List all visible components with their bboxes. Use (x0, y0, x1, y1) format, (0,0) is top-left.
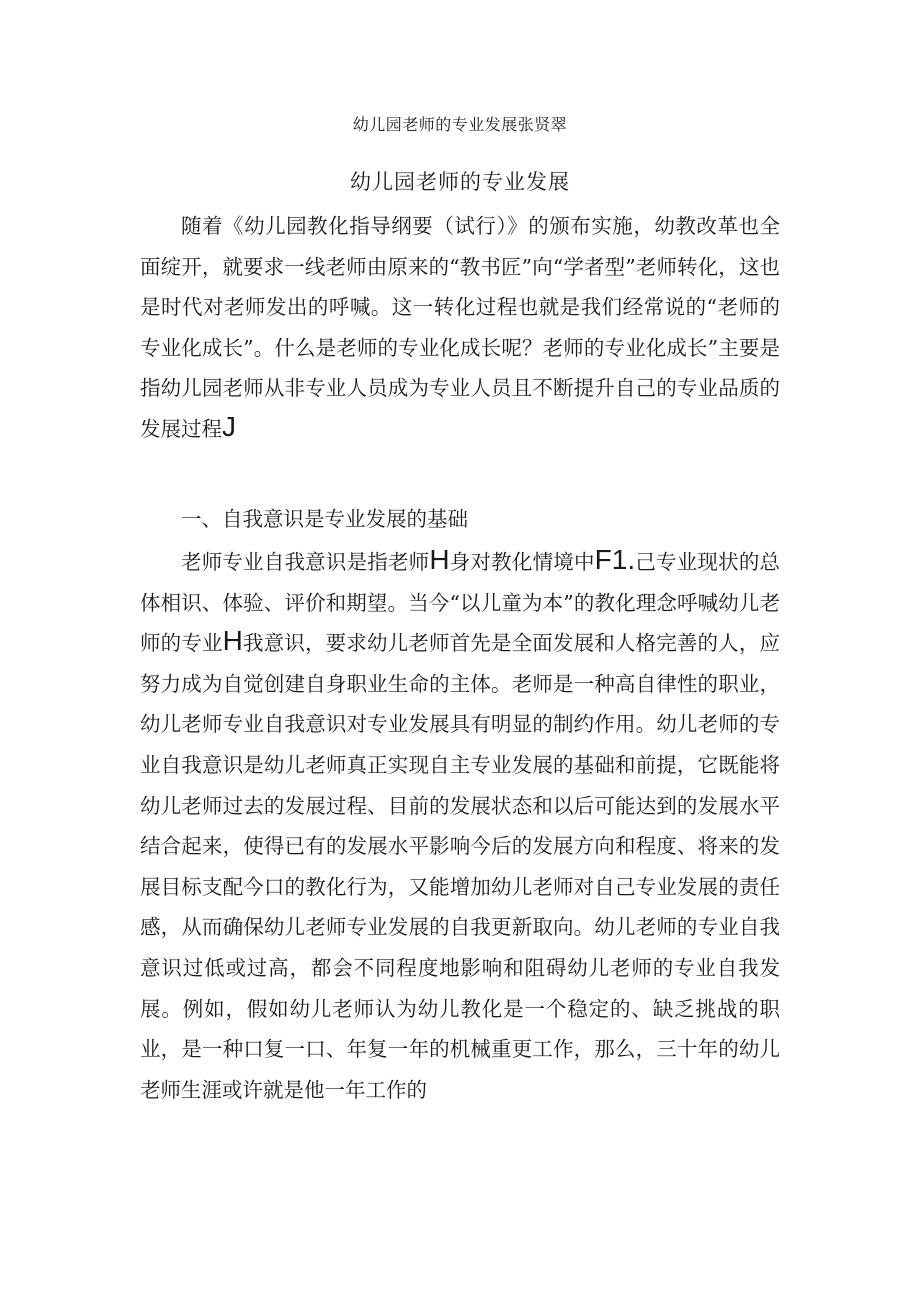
ocr-artifact-mark: H (222, 625, 243, 657)
ocr-artifact-mark: F1. (594, 544, 636, 575)
paragraph-text-segment: 我意识，要求幼儿老师首先是全面发展和人格完善的人，应努力成为自觉创建自身职业生命的主体。老师是一种高自律性的职业，幼儿老师专业自我意识对专业发展具有明显的制约作用。幼儿老师的专业自我意识是幼儿老师真正实现自主专业发展的基础和前提，它既能将幼儿老师过去的发展过程、目前的发展状态和以后可能达到的发展水平结合起来，使得已有的发展水平影响今后的发展方向和程度、将来的发展目标支配今口的教化行为，又能增加幼儿老师对自己专业发展的责任感，从而确保幼儿老师专业发展的自我更新取向。幼儿老师的专业自我意识过低或过高，都会不同程度地影响和阻碍幼儿老师的专业自我发展。例如，假如幼儿老师认为幼儿教化是一个稳定的、缺乏挑战的职业，是一种口复一口、年复一年的机械重更工作，那么，三十年的幼儿老师生涯或许就是他一年工作的 (140, 631, 781, 1102)
paragraph-self-awareness (140, 542, 780, 1110)
paragraph-intro-end-mark: J (222, 410, 236, 442)
document-header-title: 幼儿园老师的专业发展张贤翠 (352, 115, 568, 134)
ocr-artifact-mark: H (429, 544, 450, 575)
section-heading-1: 一、自我意识是专业发展的基础 (181, 507, 468, 531)
paragraph-intro (140, 206, 780, 450)
document-main-title: 幼儿园老师的专业发展 (350, 170, 570, 194)
paragraph-text-segment: 己专业现状的总体相识、体验、评价和期望。当今“以儿童为本”的教化理念呼喊幼儿老师的专业 (140, 550, 781, 656)
paragraph-intro-text: 随着《幼儿园教化指导纲要（试行）》的颁布实施，幼教改革也全面绽开，就要求一线老师由原来的“教书匠”向“学者型”老师转化，这也是时代对老师发出的呼喊。这一转化过程也就是我们经常说的“老师的专业化成长”。什么是老师的专业化成长呢？老师的专业化成长”主要是指幼儿园老师从非专业人员成为专业人员且不断提升自己的专业品质的发展过程 (140, 214, 780, 441)
paragraph-text-segment: 老师专业自我意识是指老师 (181, 550, 430, 574)
paragraph-text-segment: 身对教化情境中 (449, 550, 595, 574)
